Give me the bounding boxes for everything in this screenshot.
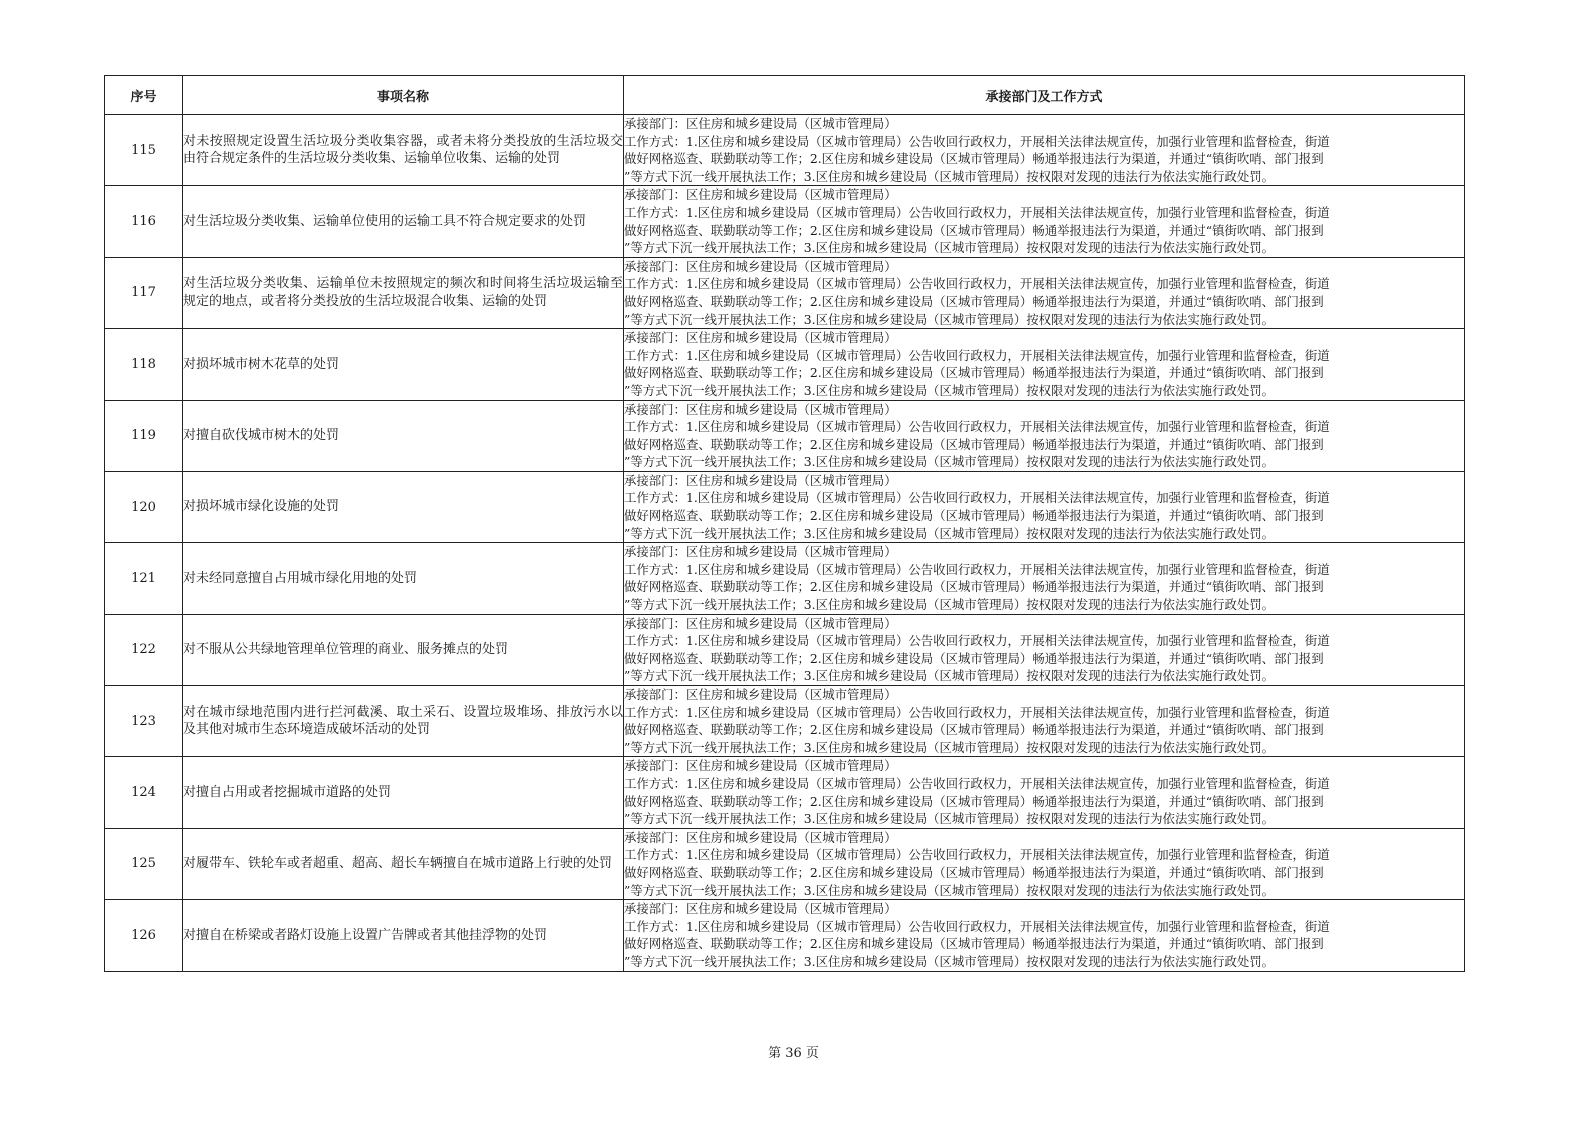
row-department-method [624,471,1465,542]
row-department-method [624,186,1465,257]
row-matter-name: 对生活垃圾分类收集、运输单位使用的运输工具不符合规定要求的处罚 [183,186,624,257]
row-matter-name: 对擅自砍伐城市树木的处罚 [183,400,624,471]
row-serial-number: 122 [105,614,183,685]
row-matter-name: 对生活垃圾分类收集、运输单位未按照规定的频次和时间将生活垃圾运输至规定的地点，或者将分类投放的生活垃圾混合收集、运输的处罚 [183,257,624,328]
row-serial-number: 118 [105,329,183,400]
row-serial-number: 123 [105,686,183,757]
table-row [105,257,1465,328]
department-method-line: 工作方式：1.区住房和城乡建设局（区城市管理局）公告收回行政权力，开展相关法律法规宣传，加强行业管理和监督检查，街道 [624,419,1330,435]
department-method-line: 工作方式：1.区住房和城乡建设局（区城市管理局）公告收回行政权力，开展相关法律法规宣传，加强行业管理和监督检查，街道 [624,918,1330,934]
department-method-line: ”等方式下沉一线开展执法工作；3.区住房和城乡建设局（区城市管理局）按权限对发现的违法行为依法实施行政处罚。 [624,168,1275,184]
table-row [105,686,1465,757]
department-method-line: 承接部门：区住房和城乡建设局（区城市管理局） [624,258,897,274]
department-method-line: 工作方式：1.区住房和城乡建设局（区城市管理局）公告收回行政权力，开展相关法律法规宣传，加强行业管理和监督检查，街道 [624,347,1330,363]
row-serial-number: 117 [105,257,183,328]
header-serial: 序号 [105,76,183,115]
page-number: 第 36 页 [768,1046,819,1061]
department-method-line: ”等方式下沉一线开展执法工作；3.区住房和城乡建设局（区城市管理局）按权限对发现的违法行为依法实施行政处罚。 [624,882,1275,898]
department-method-line: 做好网格巡查、联勤联动等工作；2.区住房和城乡建设局（区城市管理局）畅通举报违法行为渠道，并通过“镇街吹哨、部门报到 [624,151,1324,167]
department-method-line: 承接部门：区住房和城乡建设局（区城市管理局） [624,687,897,702]
department-method-line: 工作方式：1.区住房和城乡建设局（区城市管理局）公告收回行政权力，开展相关法律法规宣传，加强行业管理和监督检查，街道 [624,276,1330,292]
department-method-line: ”等方式下沉一线开展执法工作；3.区住房和城乡建设局（区城市管理局）按权限对发现的违法行为依法实施行政处罚。 [624,739,1275,755]
department-method-line: 承接部门：区住房和城乡建设局（区城市管理局） [624,472,897,488]
department-method-line: 做好网格巡查、联勤联动等工作；2.区住房和城乡建设局（区城市管理局）畅通举报违法行为渠道，并通过“镇街吹哨、部门报到 [624,793,1324,809]
department-method-line: 做好网格巡查、联勤联动等工作；2.区住房和城乡建设局（区城市管理局）畅通举报违法行为渠道，并通过“镇街吹哨、部门报到 [624,650,1324,666]
row-department-method [624,400,1465,471]
department-method-line: 承接部门：区住房和城乡建设局（区城市管理局） [624,901,897,917]
department-method-line: ”等方式下沉一线开展执法工作；3.区住房和城乡建设局（区城市管理局）按权限对发现的违法行为依法实施行政处罚。 [624,597,1275,613]
row-serial-number: 116 [105,186,183,257]
department-method-line: 承接部门：区住房和城乡建设局（区城市管理局） [624,116,897,131]
row-serial-number: 124 [105,757,183,828]
row-serial-number: 120 [105,471,183,542]
department-method-line: 做好网格巡查、联勤联动等工作；2.区住房和城乡建设局（区城市管理局）畅通举报违法行为渠道，并通过“镇街吹哨、部门报到 [624,936,1324,952]
row-matter-name: 对在城市绿地范围内进行拦河截溪、取土采石、设置垃圾堆场、排放污水以及其他对城市生态环境造成破坏活动的处罚 [183,686,624,757]
department-method-line: ”等方式下沉一线开展执法工作；3.区住房和城乡建设局（区城市管理局）按权限对发现的违法行为依法实施行政处罚。 [624,382,1275,398]
row-matter-name: 对履带车、铁轮车或者超重、超高、超长车辆擅自在城市道路上行驶的处罚 [183,828,624,899]
row-department-method [624,686,1465,757]
table-row [105,543,1465,614]
department-method-line: 做好网格巡查、联勤联动等工作；2.区住房和城乡建设局（区城市管理局）畅通举报违法行为渠道，并通过“镇街吹哨、部门报到 [624,722,1324,738]
department-method-line: 承接部门：区住房和城乡建设局（区城市管理局） [624,401,897,417]
department-method-line: ”等方式下沉一线开展执法工作；3.区住房和城乡建设局（区城市管理局）按权限对发现的违法行为依法实施行政处罚。 [624,311,1275,327]
row-matter-name: 对不服从公共绿地管理单位管理的商业、服务摊点的处罚 [183,614,624,685]
row-matter-name: 对擅自在桥梁或者路灯设施上设置广告牌或者其他挂浮物的处罚 [183,900,624,971]
table-row [105,400,1465,471]
table-body [105,115,1465,972]
row-matter-name: 对损坏城市树木花草的处罚 [183,329,624,400]
department-method-line: 工作方式：1.区住房和城乡建设局（区城市管理局）公告收回行政权力，开展相关法律法规宣传，加强行业管理和监督检查，街道 [624,633,1330,649]
table-row [105,900,1465,971]
row-serial-number: 121 [105,543,183,614]
department-method-line: 工作方式：1.区住房和城乡建设局（区城市管理局）公告收回行政权力，开展相关法律法规宣传，加强行业管理和监督检查，街道 [624,775,1330,791]
row-department-method [624,828,1465,899]
department-method-line: 做好网格巡查、联勤联动等工作；2.区住房和城乡建设局（区城市管理局）畅通举报违法行为渠道，并通过“镇街吹哨、部门报到 [624,365,1324,381]
row-matter-name: 对未按照规定设置生活垃圾分类收集容器，或者未将分类投放的生活垃圾交由符合规定条件的生活垃圾分类收集、运输单位收集、运输的处罚 [183,115,624,186]
department-method-line: ”等方式下沉一线开展执法工作；3.区住房和城乡建设局（区城市管理局）按权限对发现的违法行为依法实施行政处罚。 [624,668,1275,684]
row-serial-number: 119 [105,400,183,471]
row-serial-number: 115 [105,115,183,186]
table-row [105,115,1465,186]
row-matter-name: 对擅自占用或者挖掘城市道路的处罚 [183,757,624,828]
department-method-line: 做好网格巡查、联勤联动等工作；2.区住房和城乡建设局（区城市管理局）畅通举报违法行为渠道，并通过“镇街吹哨、部门报到 [624,222,1324,238]
department-method-line: 工作方式：1.区住房和城乡建设局（区城市管理局）公告收回行政权力，开展相关法律法规宣传，加强行业管理和监督检查，街道 [624,133,1330,149]
department-method-line: 工作方式：1.区住房和城乡建设局（区城市管理局）公告收回行政权力，开展相关法律法规宣传，加强行业管理和监督检查，街道 [624,490,1330,506]
table-row [105,828,1465,899]
department-method-line: ”等方式下沉一线开展执法工作；3.区住房和城乡建设局（区城市管理局）按权限对发现的违法行为依法实施行政处罚。 [624,811,1275,827]
table-row [105,614,1465,685]
row-matter-name: 对未经同意擅自占用城市绿化用地的处罚 [183,543,624,614]
department-method-line: 承接部门：区住房和城乡建设局（区城市管理局） [624,829,897,845]
table-header-row [105,76,1465,115]
department-method-line: 工作方式：1.区住房和城乡建设局（区城市管理局）公告收回行政权力，开展相关法律法规宣传，加强行业管理和监督检查，街道 [624,204,1330,220]
department-method-line: 承接部门：区住房和城乡建设局（区城市管理局） [624,544,897,560]
department-method-line: 做好网格巡查、联勤联动等工作；2.区住房和城乡建设局（区城市管理局）畅通举报违法行为渠道，并通过“镇街吹哨、部门报到 [624,864,1324,880]
department-method-line: ”等方式下沉一线开展执法工作；3.区住房和城乡建设局（区城市管理局）按权限对发现的违法行为依法实施行政处罚。 [624,240,1275,256]
row-department-method [624,329,1465,400]
row-department-method [624,757,1465,828]
matters-table [104,75,1465,972]
table-row [105,471,1465,542]
department-method-line: ”等方式下沉一线开展执法工作；3.区住房和城乡建设局（区城市管理局）按权限对发现的违法行为依法实施行政处罚。 [624,454,1275,470]
department-method-line: 承接部门：区住房和城乡建设局（区城市管理局） [624,758,897,774]
row-matter-name: 对损坏城市绿化设施的处罚 [183,471,624,542]
department-method-line: 工作方式：1.区住房和城乡建设局（区城市管理局）公告收回行政权力，开展相关法律法规宣传，加强行业管理和监督检查，街道 [624,561,1330,577]
department-method-line: ”等方式下沉一线开展执法工作；3.区住房和城乡建设局（区城市管理局）按权限对发现的违法行为依法实施行政处罚。 [624,525,1275,541]
row-serial-number: 126 [105,900,183,971]
header-department-method: 承接部门及工作方式 [624,76,1465,115]
row-department-method [624,614,1465,685]
department-method-line: 承接部门：区住房和城乡建设局（区城市管理局） [624,615,897,631]
department-method-line: 做好网格巡查、联勤联动等工作；2.区住房和城乡建设局（区城市管理局）畅通举报违法行为渠道，并通过“镇街吹哨、部门报到 [624,293,1324,309]
table-row [105,329,1465,400]
table-row [105,186,1465,257]
department-method-line: 做好网格巡查、联勤联动等工作；2.区住房和城乡建设局（区城市管理局）畅通举报违法行为渠道，并通过“镇街吹哨、部门报到 [624,579,1324,595]
row-serial-number: 125 [105,828,183,899]
department-method-line: 做好网格巡查、联勤联动等工作；2.区住房和城乡建设局（区城市管理局）畅通举报违法行为渠道，并通过“镇街吹哨、部门报到 [624,436,1324,452]
department-method-line: 承接部门：区住房和城乡建设局（区城市管理局） [624,330,897,346]
department-method-line: ”等方式下沉一线开展执法工作；3.区住房和城乡建设局（区城市管理局）按权限对发现的违法行为依法实施行政处罚。 [624,953,1275,969]
row-department-method [624,115,1465,186]
row-department-method [624,900,1465,971]
table-row [105,757,1465,828]
header-matter-name: 事项名称 [183,76,624,115]
department-method-line: 做好网格巡查、联勤联动等工作；2.区住房和城乡建设局（区城市管理局）畅通举报违法行为渠道，并通过“镇街吹哨、部门报到 [624,508,1324,524]
row-department-method [624,257,1465,328]
row-department-method [624,543,1465,614]
department-method-line: 承接部门：区住房和城乡建设局（区城市管理局） [624,187,897,203]
department-method-line: 工作方式：1.区住房和城乡建设局（区城市管理局）公告收回行政权力，开展相关法律法规宣传，加强行业管理和监督检查，街道 [624,704,1330,720]
department-method-line: 工作方式：1.区住房和城乡建设局（区城市管理局）公告收回行政权力，开展相关法律法规宣传，加强行业管理和监督检查，街道 [624,847,1330,863]
